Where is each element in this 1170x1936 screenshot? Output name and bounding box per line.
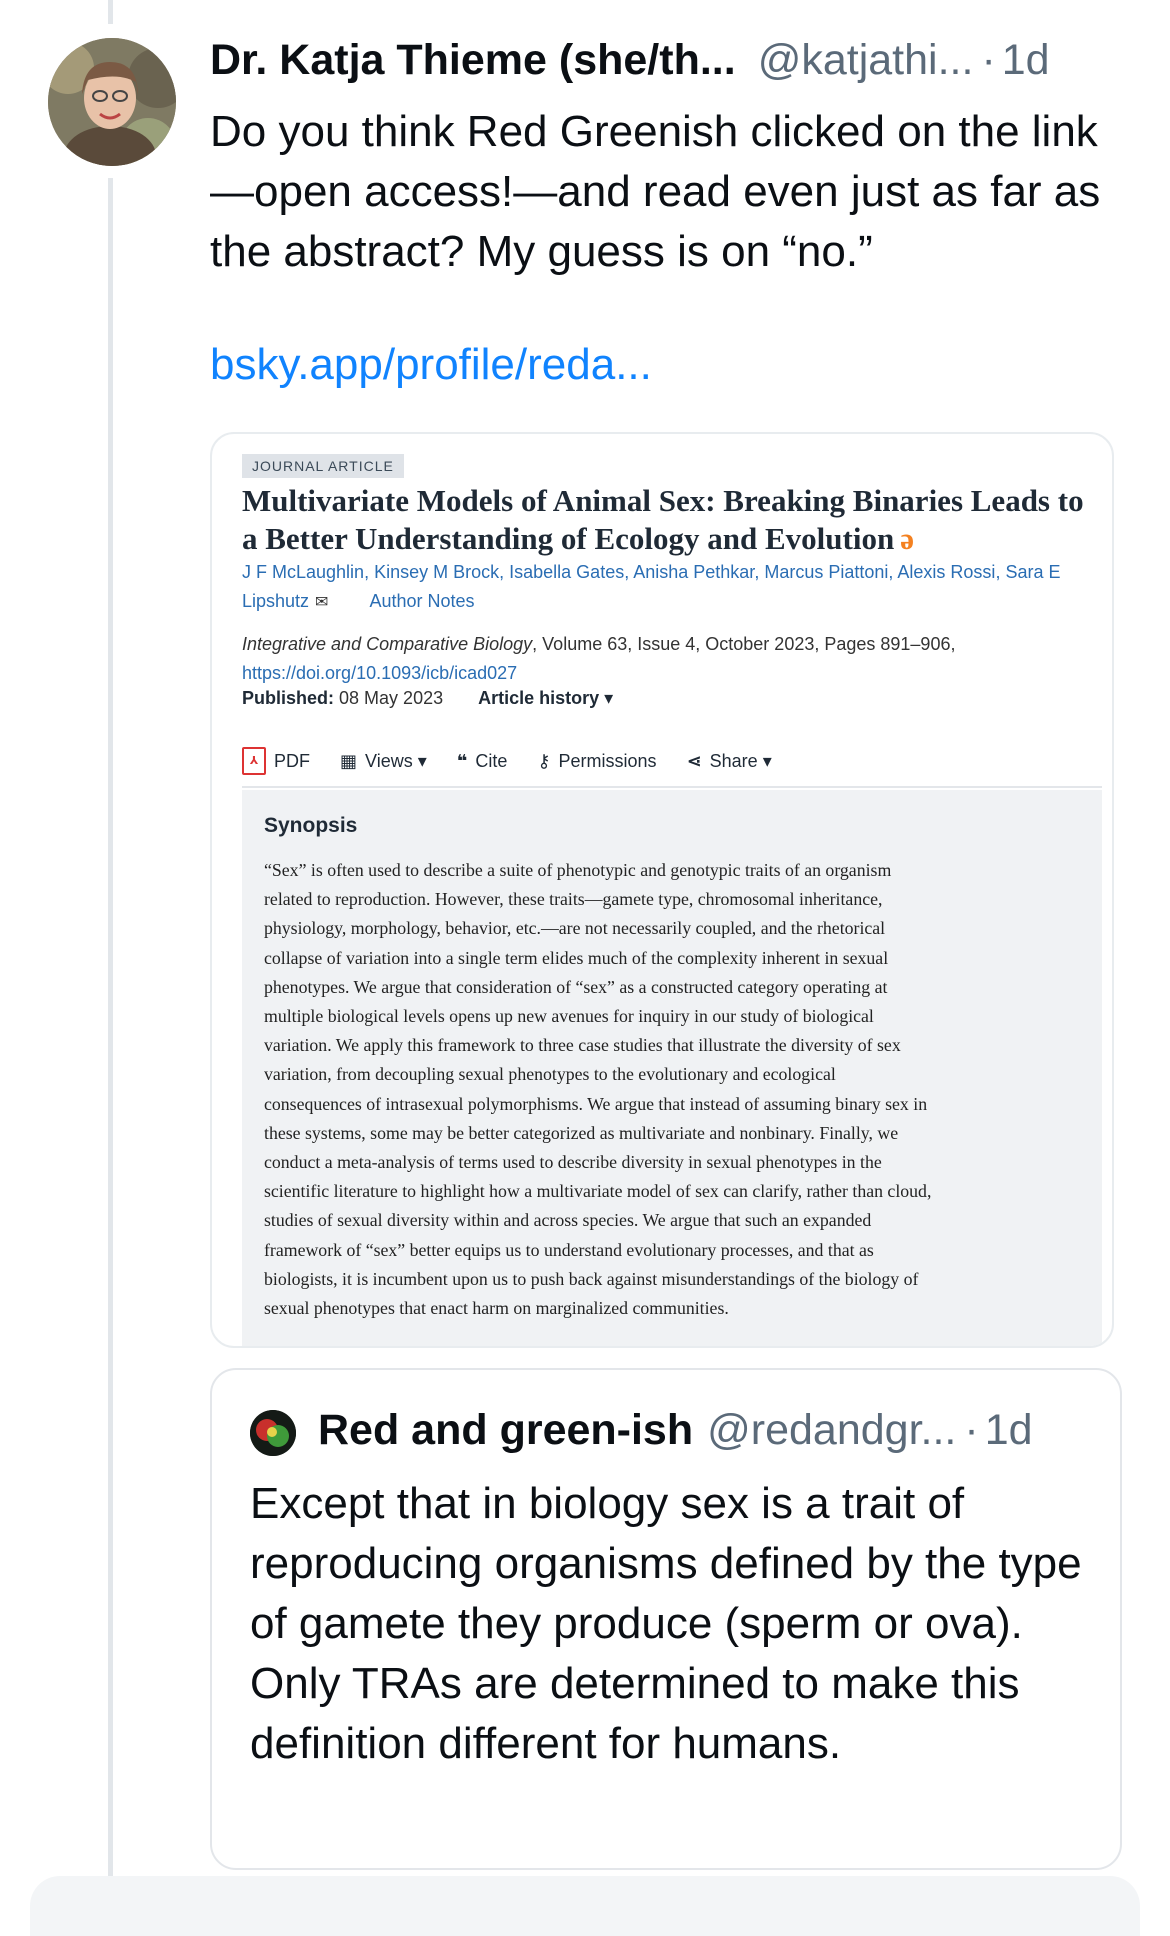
author-display-name[interactable]: Dr. Katja Thieme (she/th... xyxy=(210,36,736,84)
journal-article-tag: JOURNAL ARTICLE xyxy=(242,454,404,478)
pdf-icon: ⅄ xyxy=(242,747,266,775)
open-access-icon: ə xyxy=(900,521,914,556)
synopsis-line: related to reproduction. However, these traits—gamete type, chromosomal inheritance, xyxy=(264,889,883,910)
synopsis-line: phenotypes. We argue that consideration of “sex” as a constructed category operating at xyxy=(264,976,888,997)
avatar[interactable] xyxy=(48,38,176,166)
synopsis-line: multiple biological levels opens up new avenues for inquiry in our study of biological xyxy=(264,1006,874,1027)
cite-label: Cite xyxy=(475,750,508,771)
published-label: Published: xyxy=(242,688,335,708)
quoted-post[interactable] xyxy=(210,1368,1122,1870)
article-history-dropdown[interactable]: Article history ▾ xyxy=(478,688,614,708)
author-notes-link[interactable]: Author Notes xyxy=(369,591,475,611)
journal-name: Integrative and Comparative Biology xyxy=(242,634,533,654)
article-title-text: Multivariate Models of Animal Sex: Breaking Binaries Leads to a Better Understanding of Ecology and Evolution xyxy=(242,483,1084,556)
quoted-handle[interactable]: @redandgr... xyxy=(707,1406,957,1454)
pdf-button[interactable] xyxy=(242,747,310,775)
author-handle[interactable]: @katjathi... xyxy=(757,36,974,84)
permissions-label: Permissions xyxy=(558,750,657,771)
thread-line-top xyxy=(108,0,113,24)
author-link[interactable]: Kinsey M Brock xyxy=(374,562,500,582)
key-icon: ⚷ xyxy=(537,750,551,771)
quote-icon: ❝ xyxy=(456,750,468,771)
quoted-avatar-image xyxy=(250,1410,296,1456)
citation-details: , Volume 63, Issue 4, October 2023, Pages 891–906, xyxy=(532,634,956,654)
synopsis-box xyxy=(242,790,1102,1348)
post-header xyxy=(210,36,1130,96)
next-post-card[interactable] xyxy=(30,1876,1140,1936)
quoted-avatar[interactable] xyxy=(250,1410,296,1456)
quoted-display-name[interactable]: Red and green-ish xyxy=(318,1406,694,1454)
synopsis-line: variation, from decoupling sexual phenotypes to the evolutionary and ecological xyxy=(264,1064,836,1085)
synopsis-line: studies of sexual diversity within and across species. We argue that such an expanded xyxy=(264,1210,872,1231)
synopsis-line: framework of “sex” better equips us to understand evolutionary processes, and that as xyxy=(264,1239,874,1260)
synopsis-line: sexual phenotypes that enact harm on marginalized communities. xyxy=(264,1298,729,1319)
pdf-label: PDF xyxy=(274,750,310,771)
synopsis-line: these systems, some may be better categorized as multivariate and nonbinary. Finally, we xyxy=(264,1122,899,1143)
citation xyxy=(242,630,1102,688)
author-link[interactable]: Alexis Rossi xyxy=(897,562,996,582)
author-link[interactable]: Anisha Pethkar xyxy=(633,562,755,582)
author-link[interactable]: Isabella Gates xyxy=(509,562,625,582)
author-link[interactable]: J F McLaughlin xyxy=(242,562,365,582)
cite-button[interactable] xyxy=(457,751,508,772)
synopsis-line: variation. We apply this framework to three case studies that illustrate the diversity of sex xyxy=(264,1035,901,1056)
quoted-post-header xyxy=(318,1406,1098,1455)
published-row xyxy=(242,688,613,709)
views-button[interactable] xyxy=(340,751,427,772)
share-label: Share ▾ xyxy=(709,750,772,771)
quoted-timestamp[interactable]: 1d xyxy=(984,1406,1033,1454)
synopsis-line: scientific literature to highlight how a multivariate model of sex can clarify, rather than cloud, xyxy=(264,1181,932,1202)
embedded-article-image[interactable] xyxy=(210,432,1114,1348)
permissions-button[interactable] xyxy=(537,751,656,772)
post-link[interactable]: bsky.app/profile/reda... xyxy=(210,340,652,389)
published-date: 08 May 2023 xyxy=(339,688,444,708)
synopsis-line: collapse of variation into a single term elides much of the complexity inherent in sexual xyxy=(264,947,889,968)
synopsis-line: “Sex” is often used to describe a suite of phenotypic and genotypic traits of an organism xyxy=(264,860,892,880)
synopsis-line: biologists, it is incumbent upon us to push back against misunderstandings of the biology of xyxy=(264,1268,919,1289)
separator-dot: · xyxy=(964,1406,979,1454)
quoted-post-text: Except that in biology sex is a trait of reproducing organisms defined by the type of gamete they produce (sperm or ova). Only TRAs are determined to make this definition different for humans. xyxy=(250,1479,1082,1768)
author-link[interactable]: Marcus Piattoni xyxy=(764,562,889,582)
article-title xyxy=(242,482,1102,558)
synopsis-line: conduct a meta-analysis of terms used to describe diversity in sexual phenotypes in the xyxy=(264,1152,882,1173)
synopsis-body xyxy=(264,856,1084,1323)
author-link[interactable]: Sara E Lipshutz xyxy=(242,562,1061,611)
thread-line-bottom xyxy=(108,178,113,1901)
synopsis-heading: Synopsis xyxy=(264,814,358,837)
author-list: J F McLaughlin, Kinsey M Brock, Isabella Gates, Anisha Pethkar, Marcus Piattoni, Alexis Rossi, Sara E Lipshutz ✉ Author Notes xyxy=(242,562,1061,611)
mail-icon: ✉ xyxy=(315,594,329,611)
separator-dot: · xyxy=(981,36,996,84)
doi-link[interactable]: https://doi.org/10.1093/icb/icad027 xyxy=(242,663,518,683)
share-button[interactable] xyxy=(687,751,772,772)
grid-icon: ▦ xyxy=(340,750,358,771)
share-icon: ⋖ xyxy=(686,750,702,771)
views-label: Views ▾ xyxy=(365,750,427,771)
synopsis-line: physiology, morphology, behavior, etc.—are not necessarily coupled, and the rhetorical xyxy=(264,918,886,939)
avatar-photo xyxy=(48,38,176,166)
post-timestamp[interactable]: 1d xyxy=(1001,36,1050,84)
synopsis-line: consequences of intrasexual polymorphisms. We argue that instead of assuming binary sex in xyxy=(264,1093,928,1114)
article-toolbar xyxy=(242,736,1102,788)
post-text: Do you think Red Greenish clicked on the link—open access!—and read even just as far as the abstract? My guess is on “no.” xyxy=(210,107,1101,276)
